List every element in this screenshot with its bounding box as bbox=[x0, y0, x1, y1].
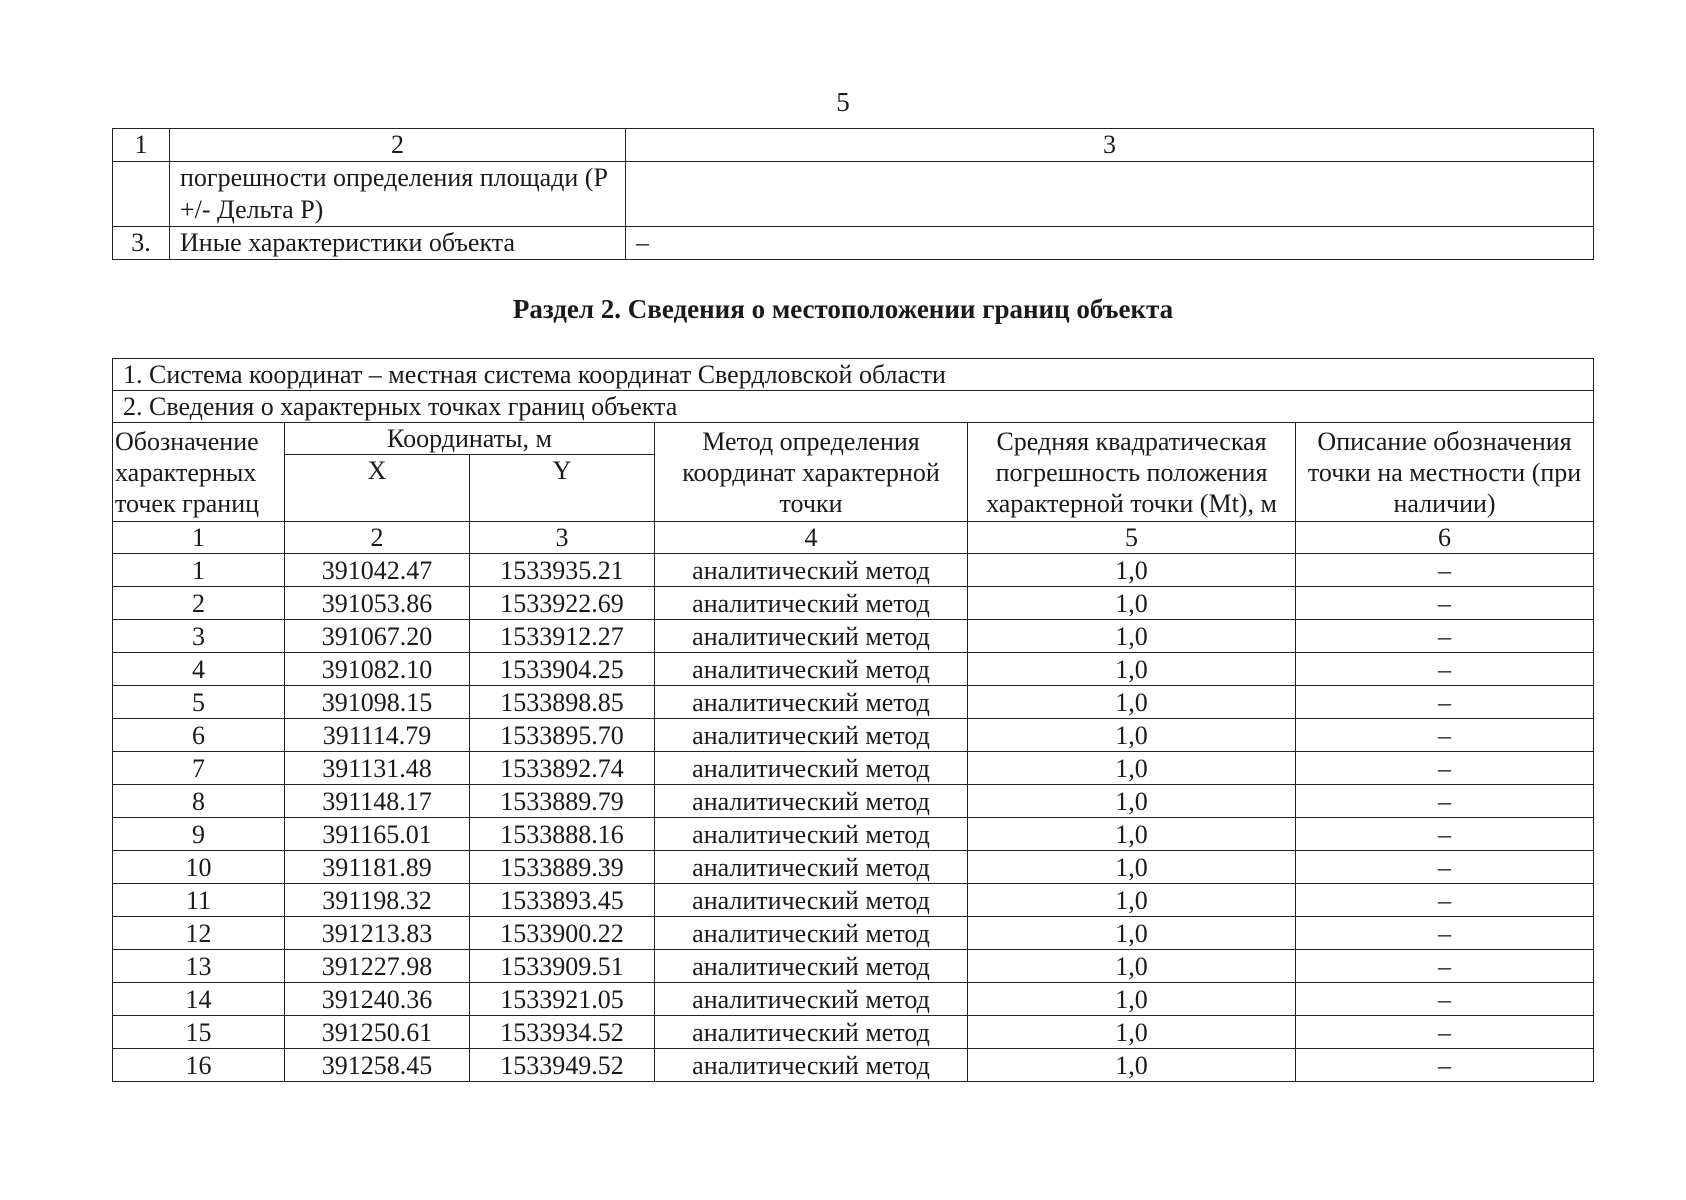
method-header: Метод определения координат характерной точки bbox=[655, 423, 968, 522]
method-cell: аналитический метод bbox=[655, 884, 968, 917]
error-cell: 1,0 bbox=[968, 983, 1296, 1016]
point-number-cell: 8 bbox=[113, 785, 285, 818]
x-coordinate-cell: 391082.10 bbox=[285, 653, 470, 686]
table-row bbox=[113, 653, 1594, 686]
x-coordinate-cell: 391165.01 bbox=[285, 818, 470, 851]
point-number-cell: 5 bbox=[113, 686, 285, 719]
error-cell: 1,0 bbox=[968, 587, 1296, 620]
table-row bbox=[113, 752, 1594, 785]
method-cell: аналитический метод bbox=[655, 587, 968, 620]
description-cell: – bbox=[1296, 686, 1594, 719]
table1-name-cell: Иные характеристики объекта bbox=[170, 227, 626, 260]
table-row bbox=[113, 554, 1594, 587]
error-cell: 1,0 bbox=[968, 884, 1296, 917]
y-coordinate-cell: 1533889.79 bbox=[470, 785, 655, 818]
table1-name-cell: погрешности определения площади (Р +/- Дельта Р) bbox=[170, 162, 626, 227]
description-cell: – bbox=[1296, 653, 1594, 686]
method-cell: аналитический метод bbox=[655, 851, 968, 884]
x-coordinate-cell: 391258.45 bbox=[285, 1049, 470, 1082]
coord-system-cell: 1. Система координат – местная система координат Свердловской области bbox=[113, 359, 1594, 391]
point-number-cell: 9 bbox=[113, 818, 285, 851]
description-cell: – bbox=[1296, 1049, 1594, 1082]
table-row bbox=[113, 983, 1594, 1016]
error-cell: 1,0 bbox=[968, 554, 1296, 587]
description-cell: – bbox=[1296, 620, 1594, 653]
method-cell: аналитический метод bbox=[655, 719, 968, 752]
description-cell: – bbox=[1296, 851, 1594, 884]
table1-header-row bbox=[113, 129, 1594, 162]
table1-row bbox=[113, 227, 1594, 260]
point-number-cell: 16 bbox=[113, 1049, 285, 1082]
description-cell: – bbox=[1296, 983, 1594, 1016]
error-cell: 1,0 bbox=[968, 917, 1296, 950]
method-cell: аналитический метод bbox=[655, 653, 968, 686]
x-coordinate-cell: 391114.79 bbox=[285, 719, 470, 752]
y-coordinate-cell: 1533904.25 bbox=[470, 653, 655, 686]
point-number-cell: 2 bbox=[113, 587, 285, 620]
method-cell: аналитический метод bbox=[655, 818, 968, 851]
point-number-cell: 10 bbox=[113, 851, 285, 884]
error-cell: 1,0 bbox=[968, 620, 1296, 653]
column-number: 1 bbox=[113, 522, 285, 554]
column-number: 3 bbox=[470, 522, 655, 554]
error-cell: 1,0 bbox=[968, 785, 1296, 818]
x-coordinate-cell: 391250.61 bbox=[285, 1016, 470, 1049]
coord-system-row bbox=[113, 359, 1594, 391]
table-row bbox=[113, 950, 1594, 983]
description-cell: – bbox=[1296, 587, 1594, 620]
method-cell: аналитический метод bbox=[655, 620, 968, 653]
x-header: X bbox=[285, 455, 470, 522]
point-number-cell: 11 bbox=[113, 884, 285, 917]
description-cell: – bbox=[1296, 818, 1594, 851]
y-coordinate-cell: 1533900.22 bbox=[470, 917, 655, 950]
point-number-cell: 13 bbox=[113, 950, 285, 983]
point-number-cell: 3 bbox=[113, 620, 285, 653]
section-title: Раздел 2. Сведения о местоположении границ объекта bbox=[512, 294, 1174, 324]
y-coordinate-cell: 1533922.69 bbox=[470, 587, 655, 620]
y-coordinate-cell: 1533889.39 bbox=[470, 851, 655, 884]
table1-value-cell: – bbox=[626, 227, 1594, 260]
error-cell: 1,0 bbox=[968, 1016, 1296, 1049]
x-coordinate-cell: 391181.89 bbox=[285, 851, 470, 884]
point-number-cell: 15 bbox=[113, 1016, 285, 1049]
y-coordinate-cell: 1533921.05 bbox=[470, 983, 655, 1016]
table1-num-cell: 3. bbox=[113, 227, 170, 260]
coordinates-header: Координаты, м bbox=[285, 423, 655, 455]
error-cell: 1,0 bbox=[968, 686, 1296, 719]
method-cell: аналитический метод bbox=[655, 1049, 968, 1082]
x-coordinate-cell: 391227.98 bbox=[285, 950, 470, 983]
column-number: 6 bbox=[1296, 522, 1594, 554]
column-number: 4 bbox=[655, 522, 968, 554]
table-row bbox=[113, 719, 1594, 752]
column-number: 2 bbox=[285, 522, 470, 554]
x-coordinate-cell: 391067.20 bbox=[285, 620, 470, 653]
error-cell: 1,0 bbox=[968, 1049, 1296, 1082]
method-cell: аналитический метод bbox=[655, 785, 968, 818]
description-cell: – bbox=[1296, 554, 1594, 587]
table1-header-cell: 2 bbox=[170, 129, 626, 162]
x-coordinate-cell: 391148.17 bbox=[285, 785, 470, 818]
y-coordinate-cell: 1533888.16 bbox=[470, 818, 655, 851]
method-cell: аналитический метод bbox=[655, 554, 968, 587]
table1-row bbox=[113, 162, 1594, 227]
y-coordinate-cell: 1533935.21 bbox=[470, 554, 655, 587]
y-coordinate-cell: 1533893.45 bbox=[470, 884, 655, 917]
description-cell: – bbox=[1296, 950, 1594, 983]
error-cell: 1,0 bbox=[968, 752, 1296, 785]
error-cell: 1,0 bbox=[968, 851, 1296, 884]
point-number-cell: 7 bbox=[113, 752, 285, 785]
table-row bbox=[113, 884, 1594, 917]
method-cell: аналитический метод bbox=[655, 1016, 968, 1049]
y-coordinate-cell: 1533912.27 bbox=[470, 620, 655, 653]
y-header: Y bbox=[470, 455, 655, 522]
y-coordinate-cell: 1533949.52 bbox=[470, 1049, 655, 1082]
description-header: Описание обозначения точки на местности (при наличии) bbox=[1296, 423, 1594, 522]
table-row bbox=[113, 917, 1594, 950]
column-number: 5 bbox=[968, 522, 1296, 554]
point-number-cell: 14 bbox=[113, 983, 285, 1016]
point-number-cell: 4 bbox=[113, 653, 285, 686]
y-coordinate-cell: 1533892.74 bbox=[470, 752, 655, 785]
boundary-points-table bbox=[112, 358, 1594, 1082]
y-coordinate-cell: 1533934.52 bbox=[470, 1016, 655, 1049]
table-row bbox=[113, 686, 1594, 719]
point-number-cell: 1 bbox=[113, 554, 285, 587]
error-cell: 1,0 bbox=[968, 653, 1296, 686]
x-coordinate-cell: 391198.32 bbox=[285, 884, 470, 917]
table-row bbox=[113, 851, 1594, 884]
points-title-cell: 2. Сведения о характерных точках границ объекта bbox=[113, 391, 1594, 423]
points-title-row bbox=[113, 391, 1594, 423]
description-cell: – bbox=[1296, 1016, 1594, 1049]
method-cell: аналитический метод bbox=[655, 917, 968, 950]
method-cell: аналитический метод bbox=[655, 686, 968, 719]
table-row bbox=[113, 785, 1594, 818]
object-characteristics-table bbox=[112, 128, 1594, 260]
column-numbers-row bbox=[113, 522, 1594, 554]
table1-num-cell bbox=[113, 162, 170, 227]
point-number-cell: 12 bbox=[113, 917, 285, 950]
table-row bbox=[113, 587, 1594, 620]
page-number: 5 bbox=[836, 87, 850, 117]
table1-header-cell: 3 bbox=[626, 129, 1594, 162]
description-cell: – bbox=[1296, 884, 1594, 917]
table-row bbox=[113, 620, 1594, 653]
y-coordinate-cell: 1533909.51 bbox=[470, 950, 655, 983]
error-cell: 1,0 bbox=[968, 719, 1296, 752]
error-header: Средняя квадратическая погрешность положения характерной точки (Mt), м bbox=[968, 423, 1296, 522]
method-cell: аналитический метод bbox=[655, 752, 968, 785]
x-coordinate-cell: 391098.15 bbox=[285, 686, 470, 719]
table-row bbox=[113, 1049, 1594, 1082]
header-row bbox=[113, 423, 1594, 455]
description-cell: – bbox=[1296, 752, 1594, 785]
x-coordinate-cell: 391213.83 bbox=[285, 917, 470, 950]
table1-header-cell: 1 bbox=[113, 129, 170, 162]
x-coordinate-cell: 391240.36 bbox=[285, 983, 470, 1016]
x-coordinate-cell: 391042.47 bbox=[285, 554, 470, 587]
error-cell: 1,0 bbox=[968, 818, 1296, 851]
method-cell: аналитический метод bbox=[655, 950, 968, 983]
error-cell: 1,0 bbox=[968, 950, 1296, 983]
designation-header: Обозначение характерных точек границ bbox=[113, 423, 285, 522]
y-coordinate-cell: 1533895.70 bbox=[470, 719, 655, 752]
method-cell: аналитический метод bbox=[655, 983, 968, 1016]
table-row bbox=[113, 818, 1594, 851]
x-coordinate-cell: 391053.86 bbox=[285, 587, 470, 620]
description-cell: – bbox=[1296, 785, 1594, 818]
description-cell: – bbox=[1296, 719, 1594, 752]
y-coordinate-cell: 1533898.85 bbox=[470, 686, 655, 719]
x-coordinate-cell: 391131.48 bbox=[285, 752, 470, 785]
table1-value-cell bbox=[626, 162, 1594, 227]
table-row bbox=[113, 1016, 1594, 1049]
point-number-cell: 6 bbox=[113, 719, 285, 752]
description-cell: – bbox=[1296, 917, 1594, 950]
